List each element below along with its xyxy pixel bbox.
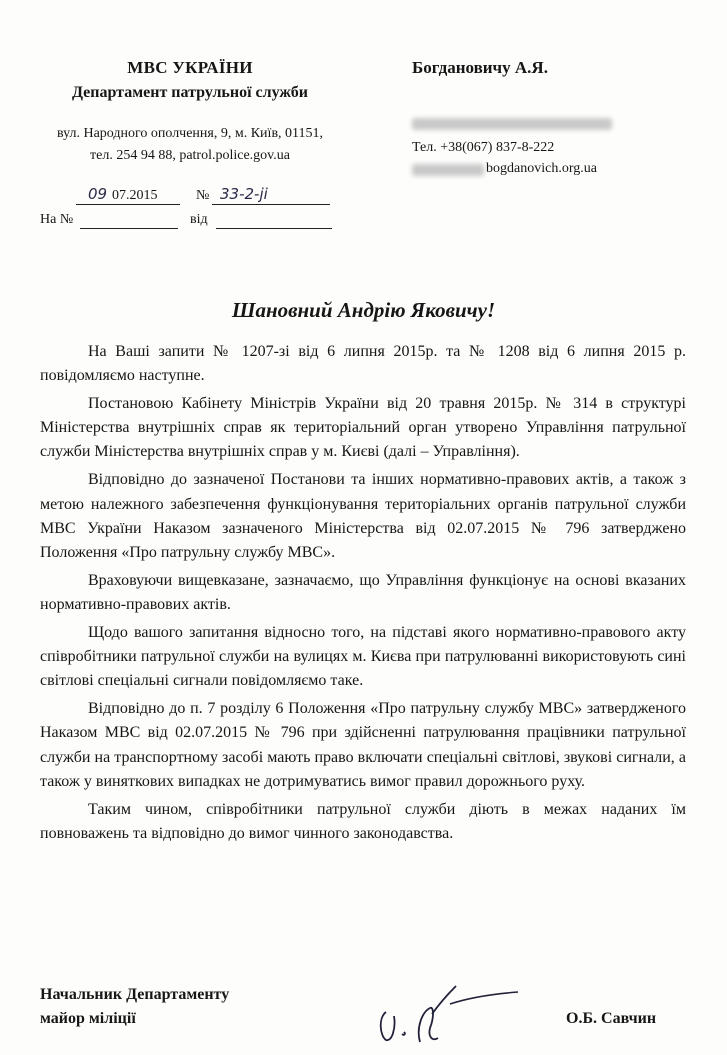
paragraph: Враховуючи вищевказане, зазначаємо, що Управління функціонує на основі вказаних нормативно-правових актів. <box>40 571 686 613</box>
signatory-rank: майор міліції <box>40 1010 136 1027</box>
redacted-email-part <box>412 164 484 176</box>
incoming-number-label: На № <box>40 212 74 227</box>
salutation: Шановний Андрію Яковичу! <box>231 298 496 322</box>
incoming-date-label: від <box>190 212 208 227</box>
paragraph: Постановою Кабінету Міністрів України від 20 травня 2015р. № 314 в структурі Міністерства внутрішніх справ як територіальний орган утворено Управління патрульної служби Міністерства внутрішніх справ у м. Києві (далі – Управління). <box>40 395 686 461</box>
paragraph: Відповідно до п. 7 розділу 6 Положення «Про патрульну службу МВС» затвердженого Наказом МВС від 02.07.2015 № 796 при здійсненні патрулювання працівники патрульної служби на транспортному засобі мають право включати спеціальні світлові, звукові сигнали, а також у виняткових випадках не дотримуватись вимог правил дорожнього руху. <box>40 700 686 790</box>
redacted-address-line <box>412 118 612 130</box>
reference-number: 33-2-ji <box>220 185 268 203</box>
recipient-phone: Тел. +38(067) 837-8-222 <box>412 140 555 155</box>
paragraph: Таким чином, співробітники патрульної служби діють в межах наданих їм повноважень та відповідно до вимог чинного законодавства. <box>40 800 686 842</box>
outgoing-reference <box>40 185 340 210</box>
paragraph: Щодо вашого запитання відносно того, на підставі якого нормативно-правового акту співробітники патрульної служби на вулицях м. Києва при патрулюванні використовують сині світлові спеціальні сигнали повідомляємо таке. <box>40 624 686 690</box>
incoming-reference <box>40 212 340 234</box>
sender-org-name: МВС УКРАЇНИ <box>127 58 253 77</box>
sender-contacts: тел. 254 94 88, patrol.police.gov.ua <box>90 148 290 163</box>
paragraph: Відповідно до зазначеної Постанови та інших нормативно-правових актів, а також з метою належного забезпечення функціонування територіальних органів патрульної служби МВС України Наказом зазначеного Міністерства від 02.07.2015 № 796 затверджено Положення «Про патрульну службу МВС». <box>40 471 686 561</box>
recipient-email: bogdanovich.org.ua <box>486 161 597 176</box>
signatory-name: О.Б. Савчин <box>566 1010 657 1027</box>
handwritten-signature <box>372 978 522 1048</box>
reference-date: 07.2015 <box>112 188 158 203</box>
reference-number-label: № <box>196 188 210 203</box>
paragraph: На Ваші запити № 1207-зі від 6 липня 2015р. та № 1208 від 6 липня 2015 р. повідомляємо наступне. <box>40 343 686 385</box>
recipient-name: Богдановичу А.Я. <box>412 58 548 77</box>
letter-body <box>40 340 686 850</box>
signatory-title: Начальник Департаменту <box>40 986 230 1003</box>
reference-day: 09 <box>88 185 108 203</box>
sender-department: Департамент патрульної служби <box>71 84 309 101</box>
sender-address: вул. Народного ополчення, 9, м. Київ, 01151, <box>56 126 324 141</box>
